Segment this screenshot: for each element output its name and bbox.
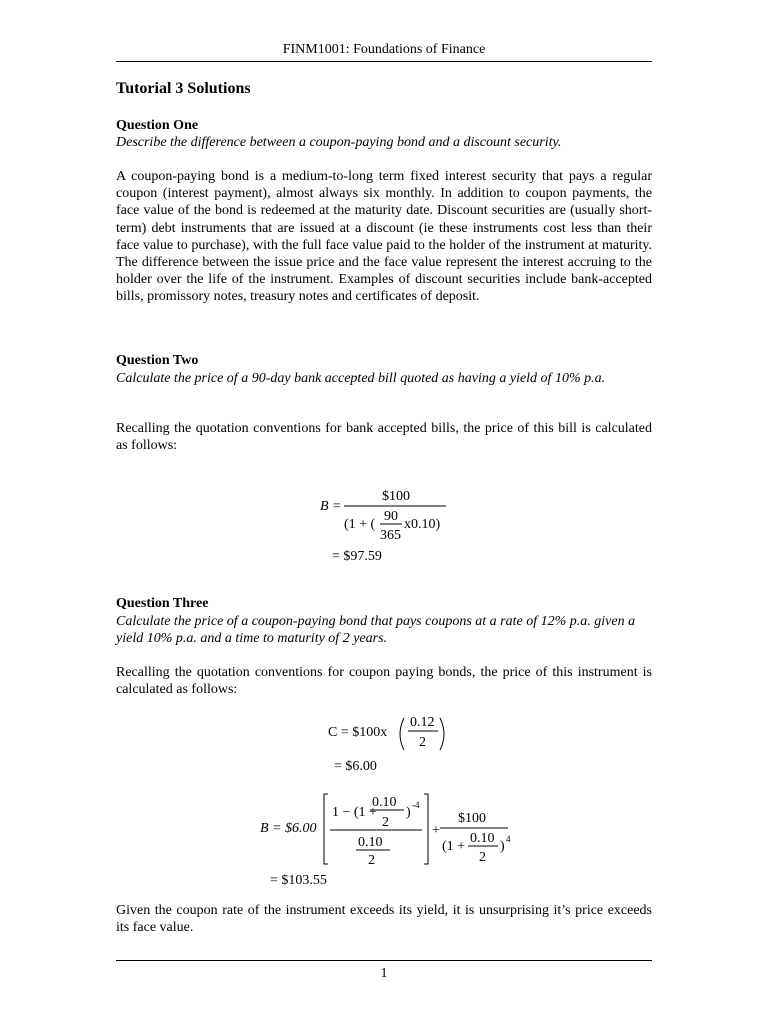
question-one-prompt: Describe the difference between a coupon-paying bond and a discount security. <box>116 135 562 150</box>
bond-exp-neg: -4 <box>412 800 420 810</box>
eq-open: (1 + ( <box>344 517 376 532</box>
bond-result: = $103.55 <box>270 873 327 888</box>
eq-lhs: B = <box>320 499 342 514</box>
coupon-frac-bottom: 2 <box>419 735 426 750</box>
question-two-prompt: Calculate the price of a 90-day bank accepted bill quoted as having a yield of 10% p.a. <box>116 371 606 386</box>
bond-den2-open: (1 + <box>442 839 466 854</box>
question-two-heading: Question Two <box>116 353 199 368</box>
footer-rule <box>116 960 652 961</box>
page-header: FINM1001: Foundations of Finance <box>282 42 486 57</box>
coupon-lhs: C = $100x <box>328 725 388 740</box>
bond-price-equation <box>258 790 518 890</box>
question-three-prompt: Calculate the price of a coupon-paying bond that pays coupons at a rate of 12% p.a. given a yield 10% p.a. and a time to maturity of 2 years. <box>116 614 636 646</box>
question-three-heading: Question Three <box>116 596 209 611</box>
coupon-equation <box>326 712 456 776</box>
question-three-intro: Recalling the quotation conventions for coupon paying bonds, the price of this instrument is calculated as follows: <box>116 665 652 698</box>
eq-close: x0.10) <box>404 517 441 532</box>
coupon-frac-top: 0.12 <box>410 715 435 730</box>
coupon-result: = $6.00 <box>334 759 377 774</box>
page-number: 1 <box>380 966 388 981</box>
bond-rate-top: 0.10 <box>372 795 397 810</box>
question-one-heading: Question One <box>116 118 199 133</box>
bond-den-top: 0.10 <box>358 835 383 850</box>
bond-exp-pos: 4 <box>506 834 511 844</box>
eq-numerator: $100 <box>382 489 410 504</box>
question-one-answer: A coupon-paying bond is a medium-to-long term fixed interest security that pays a regular coupon (interest payment), almost always six monthly. In addition to coupon payments, the face value of the bond is redeemed at the maturity date. Discount securities are (usually short-term) debt instruments that are issued at a discount (ie these instruments cost less than their face value to purchase), with the full face value paid to the holder of the instrument at maturity. The difference between the issue price and the face value represent the interest accruing to the holder over the life of the instrument. Examples of discount securities include bank-accepted bills, promissory notes, treasury notes and certificates of deposit. <box>116 169 652 305</box>
eq-result: = $97.59 <box>332 549 382 564</box>
bond-den2-top: 0.10 <box>470 831 495 846</box>
bond-fv: $100 <box>458 811 486 826</box>
question-two-intro: Recalling the quotation conventions for bank accepted bills, the price of this bill is calculated as follows: <box>116 421 652 454</box>
header-rule <box>116 61 652 62</box>
eq-frac-bottom: 365 <box>380 528 401 543</box>
bond-den2-close: ) <box>500 839 505 854</box>
bond-den2-bottom: 2 <box>479 850 486 865</box>
bond-lhs: B = $6.00 <box>260 821 317 836</box>
page-title: Tutorial 3 Solutions <box>116 80 251 97</box>
bond-den-bottom: 2 <box>368 853 375 868</box>
bond-plus: + <box>432 823 440 838</box>
eq-frac-top: 90 <box>384 509 398 524</box>
bond-rate-bottom: 2 <box>382 815 389 830</box>
bond-close-paren: ) <box>406 805 411 820</box>
question-three-conclusion: Given the coupon rate of the instrument exceeds its yield, it is unsurprising it’s price exceeds its face value. <box>116 903 652 936</box>
bond-one-minus: 1 − (1 + <box>332 805 377 820</box>
bill-price-equation <box>318 484 458 568</box>
